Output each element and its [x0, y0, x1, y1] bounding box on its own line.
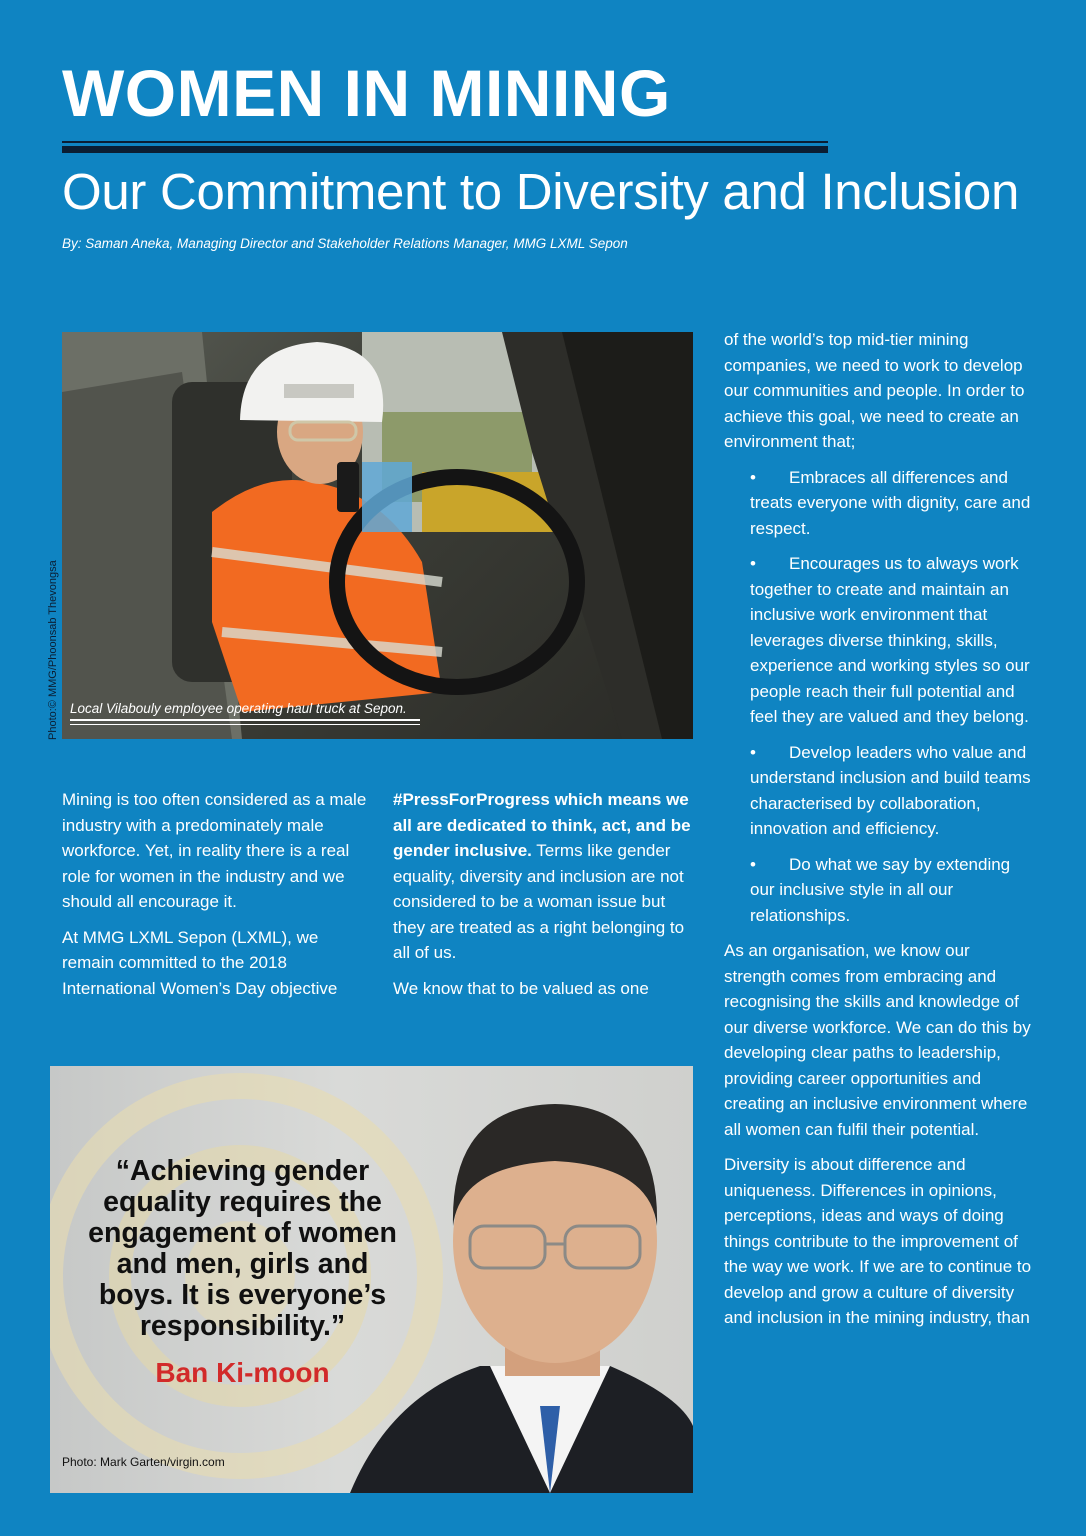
- paragraph: of the world’s top mid-tier mining companies, we need to work to develop our communities and people. In order to achieve this goal, we need to create an environment that;: [724, 330, 1025, 451]
- list-item-text: Embraces all differences and treats everyone with dignity, care and respect.: [750, 467, 1031, 538]
- haul-truck-photo-illustration: [62, 332, 693, 739]
- paragraph-text: Terms like gender equality, diversity and inclusion are not considered to be a woman issue but they are treated as a right belonging to all of us.: [393, 841, 685, 962]
- page-subtitle: Our Commitment to Diversity and Inclusion: [62, 163, 1020, 220]
- caption-underline-2: [70, 724, 420, 725]
- quote-text: “Achieving gender equality requires the engagement of women and men, girls and boys. It is everyone’s responsibility.”: [88, 1155, 397, 1342]
- paragraph: At MMG LXML Sepon (LXML), we remain committed to the 2018 International Women’s Day objective: [62, 927, 338, 998]
- haul-truck-photo: [62, 332, 693, 739]
- title-divider-thick: [62, 146, 828, 153]
- photo1-credit: Photo:© MMG/Phoonsab Thevongsa: [47, 560, 59, 740]
- title-divider-thin: [62, 141, 828, 143]
- press-for-progress-emphasis: #PressForProgress which means we all are dedicated to think, act, and be gender inclusive.: [393, 790, 691, 860]
- article-column-2: [393, 787, 693, 1011]
- byline: By: Saman Aneka, Managing Director and Stakeholder Relations Manager, MMG LXML Sepon: [62, 236, 628, 251]
- list-item-text: Do what we say by extending our inclusive style in all our relationships.: [750, 854, 1011, 925]
- bullet-glyph: •: [750, 467, 756, 487]
- paragraph: We know that to be valued as one: [393, 978, 649, 998]
- paragraph: As an organisation, we know our strength comes from embracing and recognising the skills and knowledge of our diverse workforce. We can do this by developing clear paths to leadership, providing career opportunities and creating an inclusive environment where all women can fulfil their potential.: [724, 941, 1031, 1139]
- bullet-glyph: •: [750, 854, 756, 874]
- list-item: [750, 465, 1034, 542]
- ban-ki-moon-quote-panel: [50, 1066, 693, 1493]
- list-item: [750, 740, 1034, 842]
- paragraph: Diversity is about difference and uniqueness. Differences in opinions, perceptions, ideas and ways of doing things contribute to the improvement of the way we work. If we are to continue to develop and grow a culture of diversity and inclusion in the mining industry, than: [724, 1155, 1032, 1327]
- article-column-1: [62, 787, 367, 1011]
- caption-underline: [70, 719, 420, 721]
- paragraph: Mining is too often considered as a male industry with a predominately male workforce. Yet, in reality there is a real role for women in the industry and we should all encourage it.: [62, 790, 367, 911]
- article-column-3: [724, 327, 1034, 1341]
- bullet-glyph: •: [750, 554, 756, 573]
- list-item: [750, 852, 1034, 929]
- list-item-text: Encourages us to always work together to create and maintain an inclusive work environment that leverages diverse thinking, skills, experience and working styles so our people reach their full potential and feel they are valued and they belong.: [750, 554, 1030, 726]
- list-item-text: Develop leaders who value and understand inclusion and build teams characterised by collaboration, innovation and efficiency.: [750, 742, 1031, 838]
- page-title: WOMEN IN MINING: [62, 56, 671, 130]
- paragraph: [393, 787, 693, 966]
- photo2-credit: Photo: Mark Garten/virgin.com: [62, 1455, 225, 1469]
- photo1-caption: Local Vilabouly employee operating haul truck at Sepon.: [70, 701, 407, 716]
- quote-author: Ban Ki-moon: [155, 1357, 330, 1388]
- commitment-list: [724, 465, 1034, 929]
- bullet-glyph: •: [750, 742, 756, 762]
- list-item: [750, 551, 1034, 730]
